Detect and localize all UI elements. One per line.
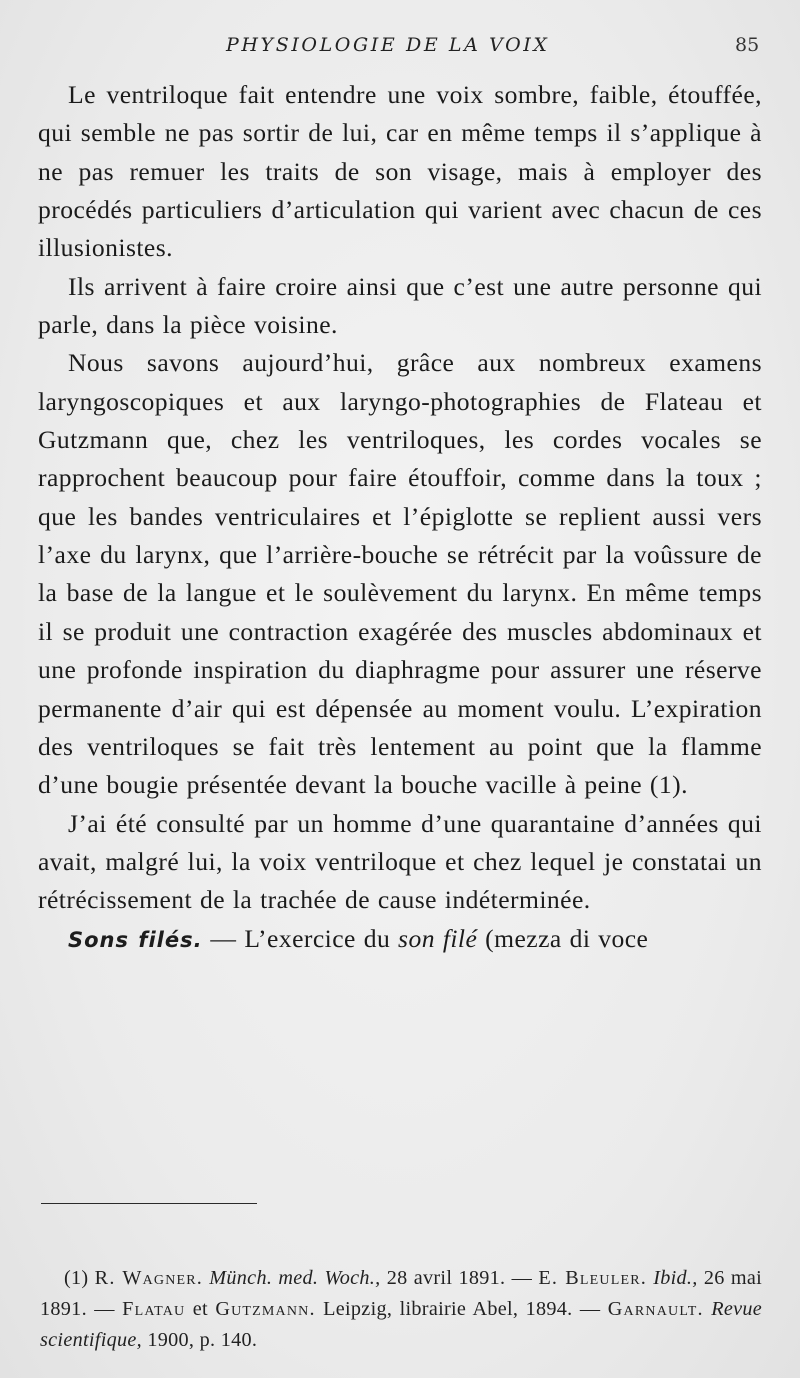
footnote-journal-revue: Revue scientifique, — [40, 1298, 762, 1351]
paragraph-5-dash: — L’exercice du — [202, 923, 399, 953]
footnote-marker: (1) — [64, 1267, 95, 1289]
footnote-place: Leipzig, librairie Abel, 1894. — — [315, 1298, 608, 1320]
running-head — [0, 34, 800, 60]
footnote-author-bleuler: E. Bleuler. — [538, 1267, 647, 1289]
footnote-date-2: 26 mai 1891. — — [40, 1267, 763, 1320]
footnote-author-gutzmann: Gutzmann. — [215, 1298, 316, 1320]
footnote-et: et — [185, 1298, 216, 1320]
footnote-author-flatau: Flatau — [122, 1298, 186, 1320]
footnote-ibid: Ibid., — [646, 1267, 698, 1289]
paragraph-2: Ils arrivent à faire croire ainsi que c’est une autre personne qui parle, dans la pièce voisine. — [38, 271, 762, 340]
body-text — [38, 76, 762, 959]
paragraph-5-space — [435, 924, 443, 953]
footnote-1 — [40, 1263, 762, 1356]
footnote-separator-rule — [41, 1203, 257, 1204]
paragraph-1: Le ventriloque fait entendre une voix sombre, faible, étouffée, qui semble ne pas sortir de lui, car en même temps il s’applique à ne pas remuer les traits de son visage, mais à employer des procédés particuliers d’articulation qui varient avec chacun de ces illusionistes. — [38, 80, 762, 263]
footnotes — [40, 1263, 762, 1356]
paragraph-5-italic-file: filé — [442, 923, 478, 953]
paragraph-5-tail: (mezza di voce — [477, 923, 649, 953]
running-title: PHYSIOLOGIE DE LA VOIX — [226, 34, 550, 56]
footnote-date-1: 28 avril 1891. — — [380, 1267, 539, 1289]
footnote-journal-munch: Münch. med. Woch., — [203, 1267, 381, 1289]
footnote-author-wagner: R. Wagner. — [94, 1267, 204, 1289]
footnote-date-3: 1900, p. 140. — [142, 1329, 258, 1351]
paragraph-5 — [38, 920, 762, 959]
section-run-in-heading: Sons filés. — [68, 927, 203, 952]
paragraph-3: Nous savons aujourd’hui, grâce aux nombreux examens laryngoscopiques et aux laryngo-photographies de Flateau et Gutzmann que, chez les ventriloques, les cordes vocales se rapprochent beaucoup pour faire étouffoir, comme dans la toux ; que les bandes ventriculaires et l’épiglotte se replient aussi vers l’axe du larynx, que l’arrière-bouche se rétrécit par la voûssure de la base de la langue et le soulèvement du larynx. En même temps il se produit une contraction exagérée des muscles abdominaux et une profonde inspiration du diaphragme pour assurer une réserve permanente d’air qui est dépensée au moment voulu. L’expiration des ventriloques se fait très lentement au point que la flamme d’une bougie présentée devant la bouche vacille à peine (1). — [38, 348, 762, 800]
page-number: 85 — [735, 34, 760, 56]
paragraph-4: J’ai été consulté par un homme d’une quarantaine d’années qui avait, malgré lui, la voix ventriloque et chez lequel je constatai un rétrécissement de la trachée de cause indéterminée. — [38, 808, 762, 915]
paragraph-5-italic-son: son — [398, 923, 435, 953]
footnote-author-garnault: Garnault. — [607, 1298, 704, 1320]
